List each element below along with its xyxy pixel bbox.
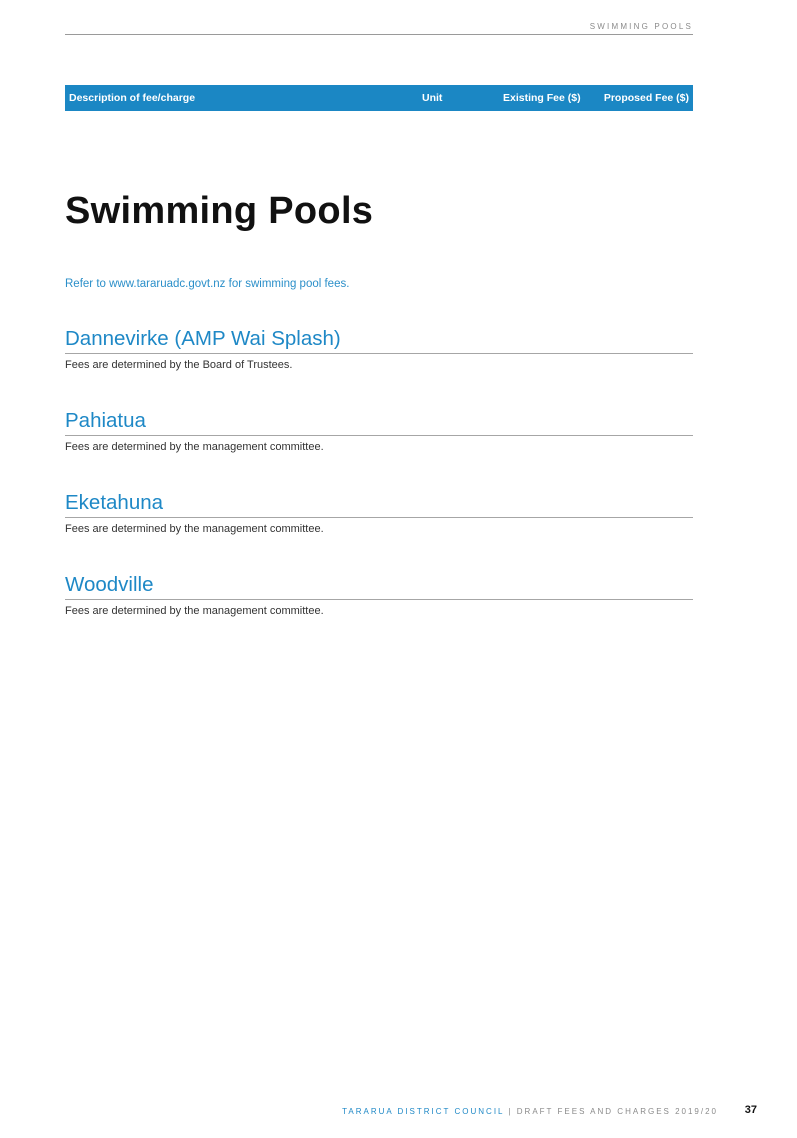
section-text: Fees are determined by the management committee. xyxy=(65,605,324,617)
column-header-unit: Unit xyxy=(422,92,443,104)
footer-publication xyxy=(342,1107,718,1116)
page-footer xyxy=(0,1104,797,1120)
column-header-proposed-fee: Proposed Fee ($) xyxy=(603,92,689,104)
column-header-description: Description of fee/charge xyxy=(69,92,196,104)
fee-table-header xyxy=(65,85,693,111)
running-header xyxy=(65,0,693,35)
footer-council-name: TARARUA DISTRICT COUNCIL xyxy=(342,1107,505,1116)
section-heading: Pahiatua xyxy=(65,408,693,436)
column-header-existing-fee: Existing Fee ($) xyxy=(503,92,581,104)
page-title: Swimming Pools xyxy=(65,190,374,232)
section-eketahuna xyxy=(65,490,693,535)
intro-text: Refer to www.tararuadc.govt.nz for swimming pool fees. xyxy=(65,278,350,290)
section-heading: Dannevirke (AMP Wai Splash) xyxy=(65,326,693,354)
section-text: Fees are determined by the Board of Trustees. xyxy=(65,359,293,371)
section-heading: Woodville xyxy=(65,572,693,600)
section-woodville xyxy=(65,572,693,617)
footer-document-title: DRAFT FEES AND CHARGES 2019/20 xyxy=(516,1107,718,1116)
section-dannevirke xyxy=(65,326,693,371)
running-header-text: SWIMMING POOLS xyxy=(589,22,693,31)
footer-separator: | xyxy=(508,1107,513,1116)
section-heading: Eketahuna xyxy=(65,490,693,518)
section-pahiatua xyxy=(65,408,693,453)
section-text: Fees are determined by the management committee. xyxy=(65,441,324,453)
section-text: Fees are determined by the management committee. xyxy=(65,523,324,535)
page-number: 37 xyxy=(744,1104,757,1116)
